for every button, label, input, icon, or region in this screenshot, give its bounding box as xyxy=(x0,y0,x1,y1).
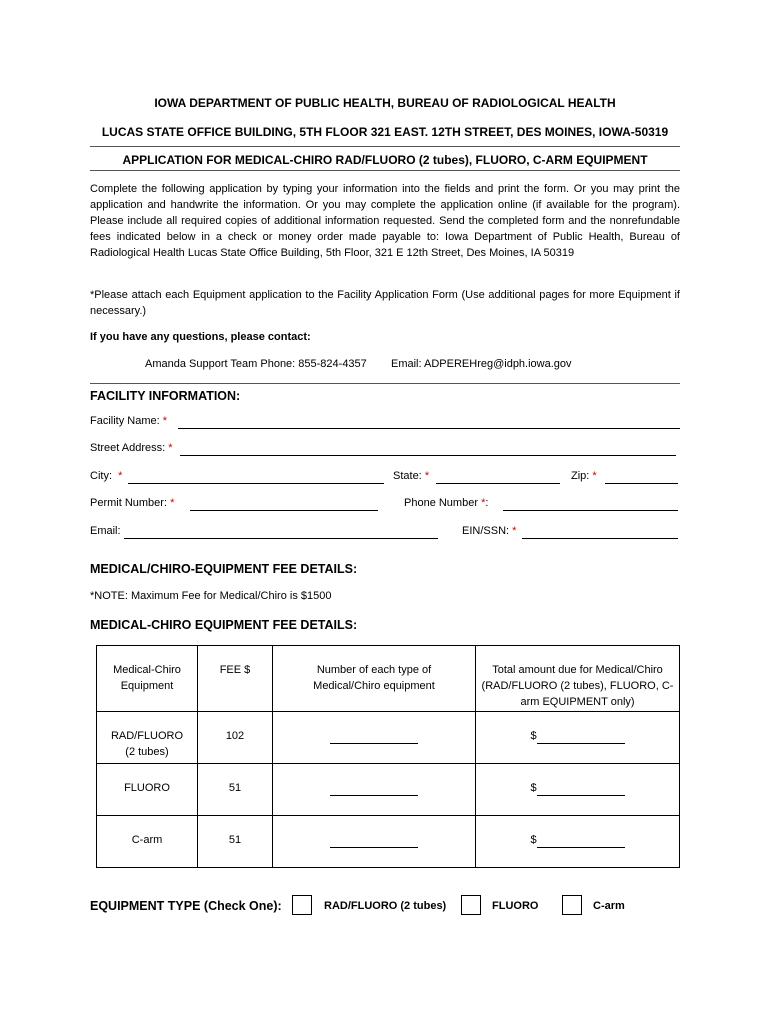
permit-number-label-text: Permit Number: xyxy=(90,497,168,509)
row-fee-value: 51 xyxy=(228,834,242,846)
row-equipment xyxy=(97,764,198,816)
attach-note: *Please attach each Equipment application to the Facility Application Form (Use additional pages for more Equipment if necessary.) xyxy=(90,289,680,317)
total-field[interactable] xyxy=(537,783,625,796)
dollar-sign: $ xyxy=(530,730,537,742)
c-arm-option-label: C-arm xyxy=(593,900,625,912)
city-label-text: City: xyxy=(90,470,112,482)
facility-name-label xyxy=(90,415,167,427)
contact-divider xyxy=(90,383,680,384)
header-number xyxy=(273,646,476,712)
required-marker: * xyxy=(162,415,168,427)
rad-fluoro-checkbox[interactable] xyxy=(292,895,312,915)
state-label-text: State: xyxy=(393,470,422,482)
required-marker: * xyxy=(168,442,173,454)
rad-fluoro-option-label: RAD/FLUORO (2 tubes) xyxy=(324,900,447,912)
row-fee xyxy=(198,816,273,868)
header-divider-bottom xyxy=(90,170,680,171)
c-arm-checkbox[interactable] xyxy=(562,895,582,915)
row-number xyxy=(273,764,476,816)
row-number xyxy=(273,816,476,868)
ein-ssn-label-text: EIN/SSN: xyxy=(462,525,510,537)
header-number-l2: Medical/Chiro equipment xyxy=(313,680,435,692)
header-number-l1: Number of each type of xyxy=(316,664,432,676)
facility-name-field[interactable] xyxy=(178,428,680,429)
instructions-paragraph: Complete the following application by typing your information into the fields and print the form. Or you may print the application and handwrite the information. Or you may complete the application online (if available for the program). Please include all required copies of additional information requested. Send the completed form and the nonrefundable fees indicated below in a check or money order made payable to: Iowa Department of Public Health, Bureau of Radiological Health Lucas State Office Building, 5th Floor, 321 E 12th Street, Des Moines, IA 50319 xyxy=(90,183,680,259)
header-equipment xyxy=(97,646,198,712)
phone-number-label xyxy=(404,497,488,509)
header-fee xyxy=(198,646,273,712)
header-total-l3: arm EQUIPMENT only) xyxy=(520,696,635,708)
row-equipment-l1: FLUORO xyxy=(124,782,170,794)
required-marker: * xyxy=(481,497,486,509)
header-equipment-l2: Equipment xyxy=(120,680,174,692)
application-title: APPLICATION FOR MEDICAL-CHIRO RAD/FLUORO (2 tubes), FLUORO, C-ARM EQUIPMENT xyxy=(122,153,648,167)
fluoro-checkbox[interactable] xyxy=(461,895,481,915)
row-equipment xyxy=(97,816,198,868)
table-row xyxy=(97,712,680,764)
row-fee xyxy=(198,764,273,816)
row-fee-value: 102 xyxy=(225,730,245,742)
state-label xyxy=(393,470,429,482)
header-total-l2: (RAD/FLUORO (2 tubes), FLUORO, C- xyxy=(481,680,674,692)
row-fee-value: 51 xyxy=(228,782,242,794)
count-field[interactable] xyxy=(330,731,418,744)
dollar-sign: $ xyxy=(530,782,537,794)
required-marker: * xyxy=(424,470,430,482)
zip-label xyxy=(571,470,597,482)
contact-email: Email: ADPEREHreg@idph.iowa.gov xyxy=(391,358,572,370)
total-field[interactable] xyxy=(537,835,625,848)
count-field[interactable] xyxy=(330,783,418,796)
required-marker: * xyxy=(170,497,175,509)
city-field[interactable] xyxy=(128,483,384,484)
row-total xyxy=(476,764,680,816)
fluoro-option-label: FLUORO xyxy=(492,900,539,912)
department-title: IOWA DEPARTMENT OF PUBLIC HEALTH, BUREAU OF RADIOLOGICAL HEALTH xyxy=(154,96,616,110)
required-marker: * xyxy=(118,470,123,482)
total-field[interactable] xyxy=(537,731,625,744)
ein-ssn-field[interactable] xyxy=(522,538,678,539)
permit-number-field[interactable] xyxy=(190,510,378,511)
zip-field[interactable] xyxy=(605,483,678,484)
header-divider-top xyxy=(90,146,680,147)
row-total xyxy=(476,712,680,764)
equipment-type-heading: EQUIPMENT TYPE (Check One): xyxy=(90,899,282,913)
email-label: Email: xyxy=(90,525,121,537)
street-address-label-text: Street Address: xyxy=(90,442,166,454)
phone-number-label-text: Phone Number xyxy=(404,497,478,509)
row-total xyxy=(476,816,680,868)
street-address-field[interactable] xyxy=(180,455,676,456)
phone-number-colon: : xyxy=(485,497,489,509)
table-header-row xyxy=(97,646,680,712)
row-number xyxy=(273,712,476,764)
table-row xyxy=(97,816,680,868)
table-row xyxy=(97,764,680,816)
dollar-sign: $ xyxy=(530,834,537,846)
contact-phone: Amanda Support Team Phone: 855-824-4357 xyxy=(145,358,367,370)
state-field[interactable] xyxy=(436,483,560,484)
ein-ssn-label xyxy=(462,525,516,537)
street-address-label xyxy=(90,442,173,454)
row-fee xyxy=(198,712,273,764)
phone-number-field[interactable] xyxy=(503,510,678,511)
required-marker: * xyxy=(592,470,597,482)
count-field[interactable] xyxy=(330,835,418,848)
row-equipment xyxy=(97,712,198,764)
facility-name-label-text: Facility Name: xyxy=(90,415,160,427)
fee-table xyxy=(96,645,680,868)
fee-details-heading: MEDICAL/CHIRO-EQUIPMENT FEE DETAILS: xyxy=(90,562,358,576)
row-equipment-l1: RAD/FLUORO xyxy=(110,730,184,742)
max-fee-note: *NOTE: Maximum Fee for Medical/Chiro is $1500 xyxy=(90,590,332,602)
office-address: LUCAS STATE OFFICE BUILDING, 5TH FLOOR 321 EAST. 12TH STREET, DES MOINES, IOWA-50319 xyxy=(101,125,669,139)
fee-details-heading-2: MEDICAL-CHIRO EQUIPMENT FEE DETAILS: xyxy=(90,618,358,632)
zip-label-text: Zip: xyxy=(571,470,590,482)
facility-info-heading: FACILITY INFORMATION: xyxy=(90,389,241,403)
city-label xyxy=(90,470,122,482)
header-equipment-l1: Medical-Chiro xyxy=(113,664,181,676)
row-equipment-l1: C-arm xyxy=(131,834,163,846)
row-equipment-l2: (2 tubes) xyxy=(125,746,169,758)
email-field[interactable] xyxy=(124,538,438,539)
permit-number-label xyxy=(90,497,174,509)
header-total xyxy=(476,646,680,712)
header-total-l1: Total amount due for Medical/Chiro xyxy=(492,664,663,676)
questions-heading: If you have any questions, please contact: xyxy=(90,331,311,343)
required-marker: * xyxy=(512,525,517,537)
header-fee-text: FEE $ xyxy=(219,664,251,676)
